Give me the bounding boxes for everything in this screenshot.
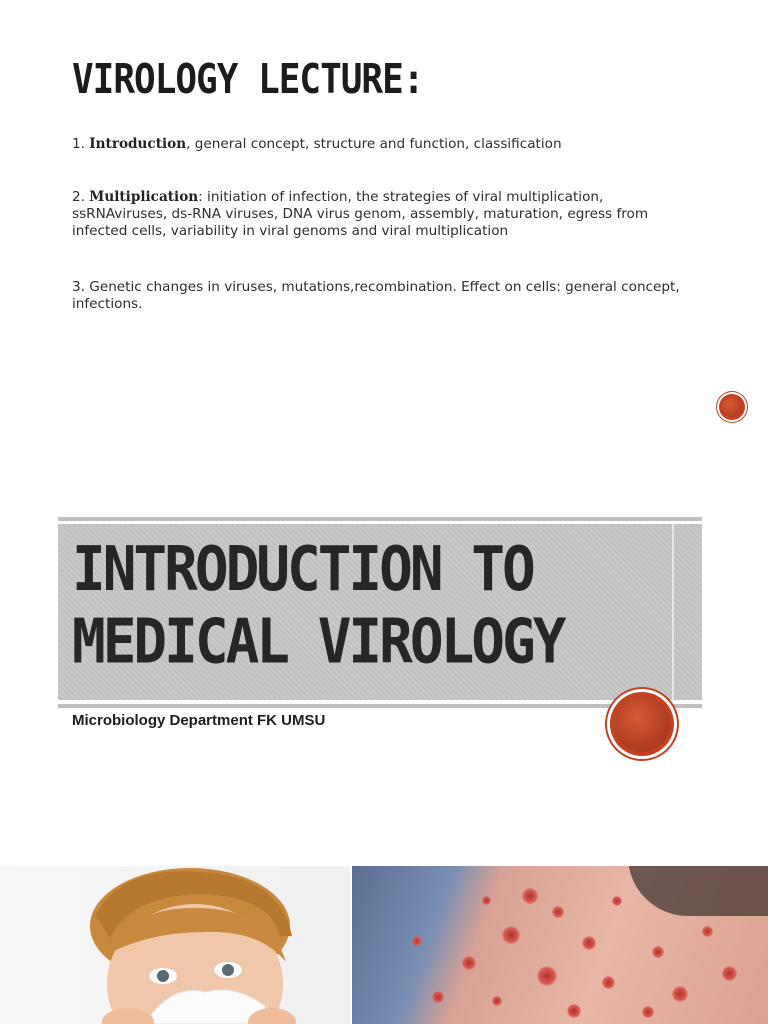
- band-bottom-rule: [58, 704, 702, 708]
- rash-spot: [492, 996, 502, 1006]
- rash-spot: [702, 926, 713, 937]
- rash-spot: [552, 906, 564, 918]
- rash-spot: [567, 1004, 581, 1018]
- slide-title-medical-virology: [72, 534, 672, 679]
- child-photo: [0, 866, 350, 1024]
- rash-shadow: [628, 866, 768, 916]
- accent-circle-icon: [719, 394, 745, 420]
- item-text: Genetic changes in viruses, mutations,recombination. Effect on cells: general concept, infections.: [72, 279, 680, 312]
- rash-spot: [502, 926, 520, 944]
- rash-spot: [412, 936, 422, 946]
- rash-spot: [482, 896, 491, 905]
- rash-spot: [652, 946, 664, 958]
- item-keyword: Multiplication: [89, 189, 199, 205]
- band-divider: [672, 524, 674, 700]
- lecture-item-1: [72, 136, 696, 153]
- rash-spot: [522, 888, 538, 904]
- rash-spot: [537, 966, 557, 986]
- slide-subtitle: Microbiology Department FK UMSU: [72, 712, 326, 729]
- rash-spot: [602, 976, 615, 989]
- accent-circle-large-icon: [610, 692, 674, 756]
- rash-spot: [612, 896, 622, 906]
- item-keyword: Introduction: [89, 136, 187, 152]
- item-number: 2.: [72, 189, 90, 205]
- rash-spot: [462, 956, 476, 970]
- slide-virology-lecture: [0, 0, 768, 470]
- lecture-item-2: [72, 189, 696, 240]
- item-number: 1.: [72, 136, 90, 152]
- rash-spot: [672, 986, 688, 1002]
- slide-title: VIROLOGY LECTURE:: [72, 56, 424, 104]
- title-line-1: INTRODUCTION TO: [72, 534, 533, 606]
- item-text: : initiation of infection, the strategies of viral multiplication, ssRNAviruses, ds-RNA viruses, DNA virus genom, assembly, maturation, egress from infected cells, variability in viral genoms and viral multiplication: [72, 189, 649, 239]
- item-text: , general concept, structure and function, classification: [186, 136, 562, 152]
- band-top-rule: [58, 517, 702, 521]
- rash-spot: [582, 936, 596, 950]
- rash-photo: [352, 866, 768, 1024]
- lecture-item-3: [72, 279, 696, 313]
- rash-spot: [432, 991, 444, 1003]
- child-illustration: [0, 866, 350, 1024]
- item-number: 3.: [72, 279, 90, 295]
- title-line-2: MEDICAL VIROLOGY: [72, 606, 564, 679]
- rash-spot: [722, 966, 737, 981]
- rash-spot: [642, 1006, 654, 1018]
